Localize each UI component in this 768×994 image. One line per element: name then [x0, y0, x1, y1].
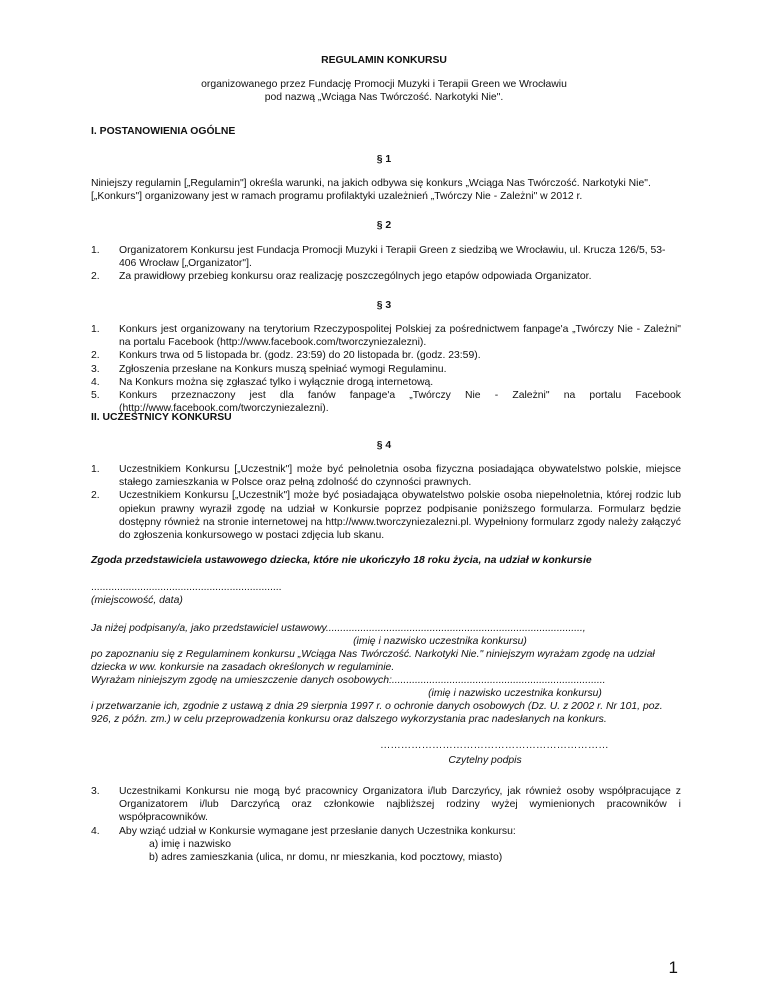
- paragraph-sign-3: § 3: [376, 300, 392, 311]
- consent-heading: Zgoda przedstawiciela ustawowego dziecka, które nie ukończyło 18 roku życia, na udział w konkursie: [91, 555, 592, 566]
- paragraph-sign-4: § 4: [376, 440, 392, 451]
- document-subtitle: [0, 78, 768, 104]
- list-item: 1. Uczestnikiem Konkursu [„Uczestnik"] może być pełnoletnia osoba fizyczna posiadająca obywatelstwo polskie, miejsce stałego zamieszkania w Polsce oraz pełną zdolność do czynności prawnych.: [91, 464, 681, 489]
- place-date-dots: ..................................................................: [91, 582, 282, 593]
- list-item: 1. Organizatorem Konkursu jest Fundacja Promocji Muzyki i Terapii Green z siedzibą we Wrocławiu, ul. Krucza 126/5, 53-406 Wrocław [„Organizator"].: [91, 245, 666, 270]
- list-item: a) imię i nazwisko: [149, 838, 232, 850]
- paragraph-2-list: [91, 244, 681, 284]
- participant-name-label-2: (imię i nazwisko uczestnika konkursu): [428, 688, 602, 699]
- consent-line-4: i przetwarzanie ich, zgodnie z ustawą z dnia 29 sierpnia 1997 r. o ochronie danych osobowych (Dz. U. z 2002 r. Nr 101, poz. 926, z późn. zm.) w celu przeprowadzenia konkursu oraz dalszego wykorzystania prac nadesłanych na konkurs.: [91, 701, 663, 726]
- place-date-label: (miejscowość, data): [91, 595, 183, 606]
- signature-dots: …………………………………………………………: [380, 740, 609, 751]
- paragraph-3-list: [91, 323, 681, 415]
- list-item: 3. Zgłoszenia przesłane na Konkurs muszą spełniać wymogi Regulaminu.: [91, 363, 447, 375]
- consent-line-2: po zapoznaniu się z Regulaminem konkursu „Wciąga Nas Twórczość. Narkotyki Nie." niniejszym wyrażam zgodę na udział dziecka w ww. konkursie na zasadach określonych w regulaminie.: [91, 649, 655, 674]
- document-title: REGULAMIN KONKURSU: [321, 55, 447, 66]
- participant-name-label-1: (imię i nazwisko uczestnika konkursu): [353, 636, 527, 647]
- list-item: 4. Aby wziąć udział w Konkursie wymagane jest przesłanie danych Uczestnika konkursu: a) imię i nazwisko b) adres zamieszkania (ulica, nr domu, nr mieszkania, kod pocztowy, miasto): [91, 825, 681, 865]
- list-item: 1. Konkurs jest organizowany na terytorium Rzeczypospolitej Polskiej za pośrednictwem fanpage'a „Twórczy Nie - Zależni" na portalu Facebook (http://www.facebook.com/tworczyniezalezni).: [91, 324, 681, 349]
- list-item: 2. Uczestnikiem Konkursu [„Uczestnik"] może być posiadająca obywatelstwo polskie osoba niepełnoletnia, której rodzic lub opiekun prawny wyraził zgodę na udział w Konkursie poprzez podpisanie poniższego formularza. Formularz będzie dostępny również na stronie internetowej na http://www.tworczyniezalezni.pl. Wypełniony formularz zgody należy załączyć do zgłoszenia konkursowego w postaci zdjęcia lub skanu.: [91, 490, 681, 542]
- paragraph-sign-1: § 1: [376, 154, 392, 165]
- page-number: 1: [668, 958, 678, 977]
- list-item: 3. Uczestnikami Konkursu nie mogą być pracownicy Organizatora i/lub Darczyńcy, jak również osoby współpracujące z Organizatorem i/lub Darczyńcą oraz członkowie najbliższej rodziny wyżej wymienionych pracowników i współpracowników.: [91, 786, 681, 824]
- subtitle-line-2: pod nazwą „Wciąga Nas Twórczość. Narkotyki Nie".: [264, 92, 504, 104]
- list-item: 2. Za prawidłowy przebieg konkursu oraz realizację poszczególnych jego etapów odpowiada Organizator.: [91, 271, 592, 283]
- consent-line-3: Wyrażam niniejszym zgodę na umieszczenie danych osobowych:..........................................................................: [91, 675, 606, 686]
- section-heading-general: I. POSTANOWIENIA OGÓLNE: [91, 126, 236, 137]
- paragraph-4-list: [91, 463, 681, 542]
- section-heading-participants: II. UCZESTNICY KONKURSU: [91, 412, 232, 423]
- signature-label: Czytelny podpis: [448, 755, 522, 766]
- subtitle-line-1: organizowanego przez Fundację Promocji Muzyki i Terapii Green we Wrocławiu: [201, 79, 567, 90]
- data-requirements-list: [119, 838, 681, 864]
- list-item: 2. Konkurs trwa od 5 listopada br. (godz. 23:59) do 20 listopada br. (godz. 23:59).: [91, 350, 481, 362]
- paragraph-4-list-continued: [91, 785, 681, 864]
- consent-line-1: Ja niżej podpisany/a, jako przedstawiciel ustawowy.........................................................................................,: [91, 623, 586, 634]
- list-item: b) adres zamieszkania (ulica, nr domu, nr mieszkania, kod pocztowy, miasto): [149, 852, 503, 864]
- paragraph-sign-2: § 2: [376, 220, 392, 231]
- list-item: 4. Na Konkurs można się zgłaszać tylko i wyłącznie drogą internetową.: [91, 376, 434, 388]
- paragraph-1-text: Niniejszy regulamin [„Regulamin"] określa warunki, na jakich odbywa się konkurs „Wciąga Nas Twórczość. Narkotyki Nie". [„Konkurs"] organizowany jest w ramach programu profilaktyki uzależnień „Twórczy Nie - Zależni" w 2012 r.: [91, 178, 651, 203]
- list-item: 5. Konkurs przeznaczony jest dla fanów fanpage'a „Twórczy Nie - Zależni" na portalu Facebook (http://www.facebook.com/tworczyniezalezni).: [91, 390, 681, 415]
